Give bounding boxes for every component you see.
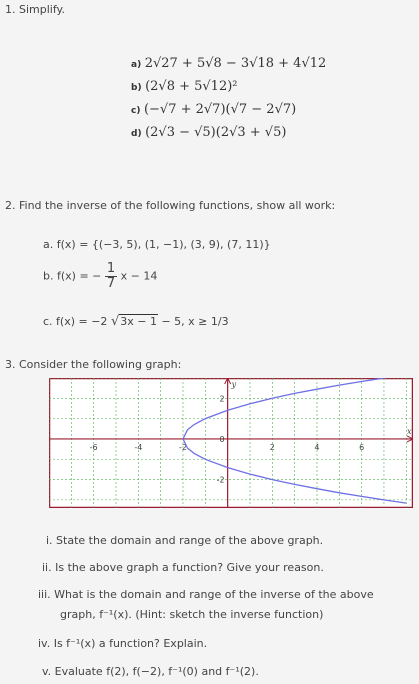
y-axis-label: y [231,380,237,389]
q2-item-c-suffix: − 5, x ≥ 1/3 [157,315,229,328]
x-tick-label: 4 [314,442,320,452]
q1-title: 1. Simplify. [5,3,65,16]
graph-frame [50,379,413,508]
q3-item-i: i. State the domain and range of the above graph. [46,534,324,547]
q1-item-b [131,79,238,94]
q1-item-c-label: c) [131,106,141,116]
q1-item-a [131,56,326,71]
x-tick-label: -6 [89,442,98,452]
q2-item-c-prefix: c. f(x) = −2 [43,315,108,328]
q2-item-c-radicand: 3x − 1 [120,315,157,328]
y-tick-label: -2 [216,475,225,485]
q1-item-a-label: a) [131,60,142,70]
q2-item-c [43,314,229,329]
q1-item-c-expr: (−√7 + 2√7)(√7 − 2√7) [143,102,297,117]
parabola-graph [49,378,413,508]
q1-item-d [131,125,286,140]
x-tick-label: -2 [178,442,187,452]
q2-item-b-denominator: 7 [106,276,116,291]
x-tick-label: -4 [134,442,143,452]
q1-item-c [131,102,296,117]
q1-item-b-expr: (2√8 + 5√12)² [145,79,238,94]
radical-sign-icon: √ [110,314,120,329]
q3-item-iv: iv. Is f⁻¹(x) a function? Explain. [38,637,208,650]
q1-item-d-label: d) [131,129,142,139]
q3-item-v: v. Evaluate f(2), f(−2), f⁻¹(0) and f⁻¹(2). [42,665,259,678]
q1-item-a-expr: 2√27 + 5√8 − 3√18 + 4√12 [144,56,327,71]
q2-item-b-numerator: 1 [106,261,116,276]
y-tick-label: 2 [219,394,225,404]
q3-item-iii-cont: graph, f⁻¹(x). (Hint: sketch the inverse function) [60,608,324,621]
q2-item-b-prefix: b. f(x) = − [43,269,102,283]
q2-item-b [43,262,157,291]
x-tick-label: 6 [359,442,365,452]
q2-title: 2. Find the inverse of the following functions, show all work: [5,199,336,212]
x-tick-label: 2 [269,442,275,452]
q3-item-iii: iii. What is the domain and range of the inverse of the above [38,588,374,601]
x-axis-label: x [407,426,412,436]
q1-item-d-expr: (2√3 − √5)(2√3 + √5) [145,125,287,140]
q3-title: 3. Consider the following graph: [5,358,182,371]
q2-item-a: a. f(x) = {(−3, 5), (1, −1), (3, 9), (7, 11)} [43,238,271,251]
q3-item-ii: ii. Is the above graph a function? Give your reason. [42,561,324,574]
q2-item-b-suffix: x − 14 [120,269,158,283]
q2-item-b-fraction [105,262,117,291]
q1-item-b-label: b) [131,83,142,93]
y-tick-label: 0 [219,434,225,444]
